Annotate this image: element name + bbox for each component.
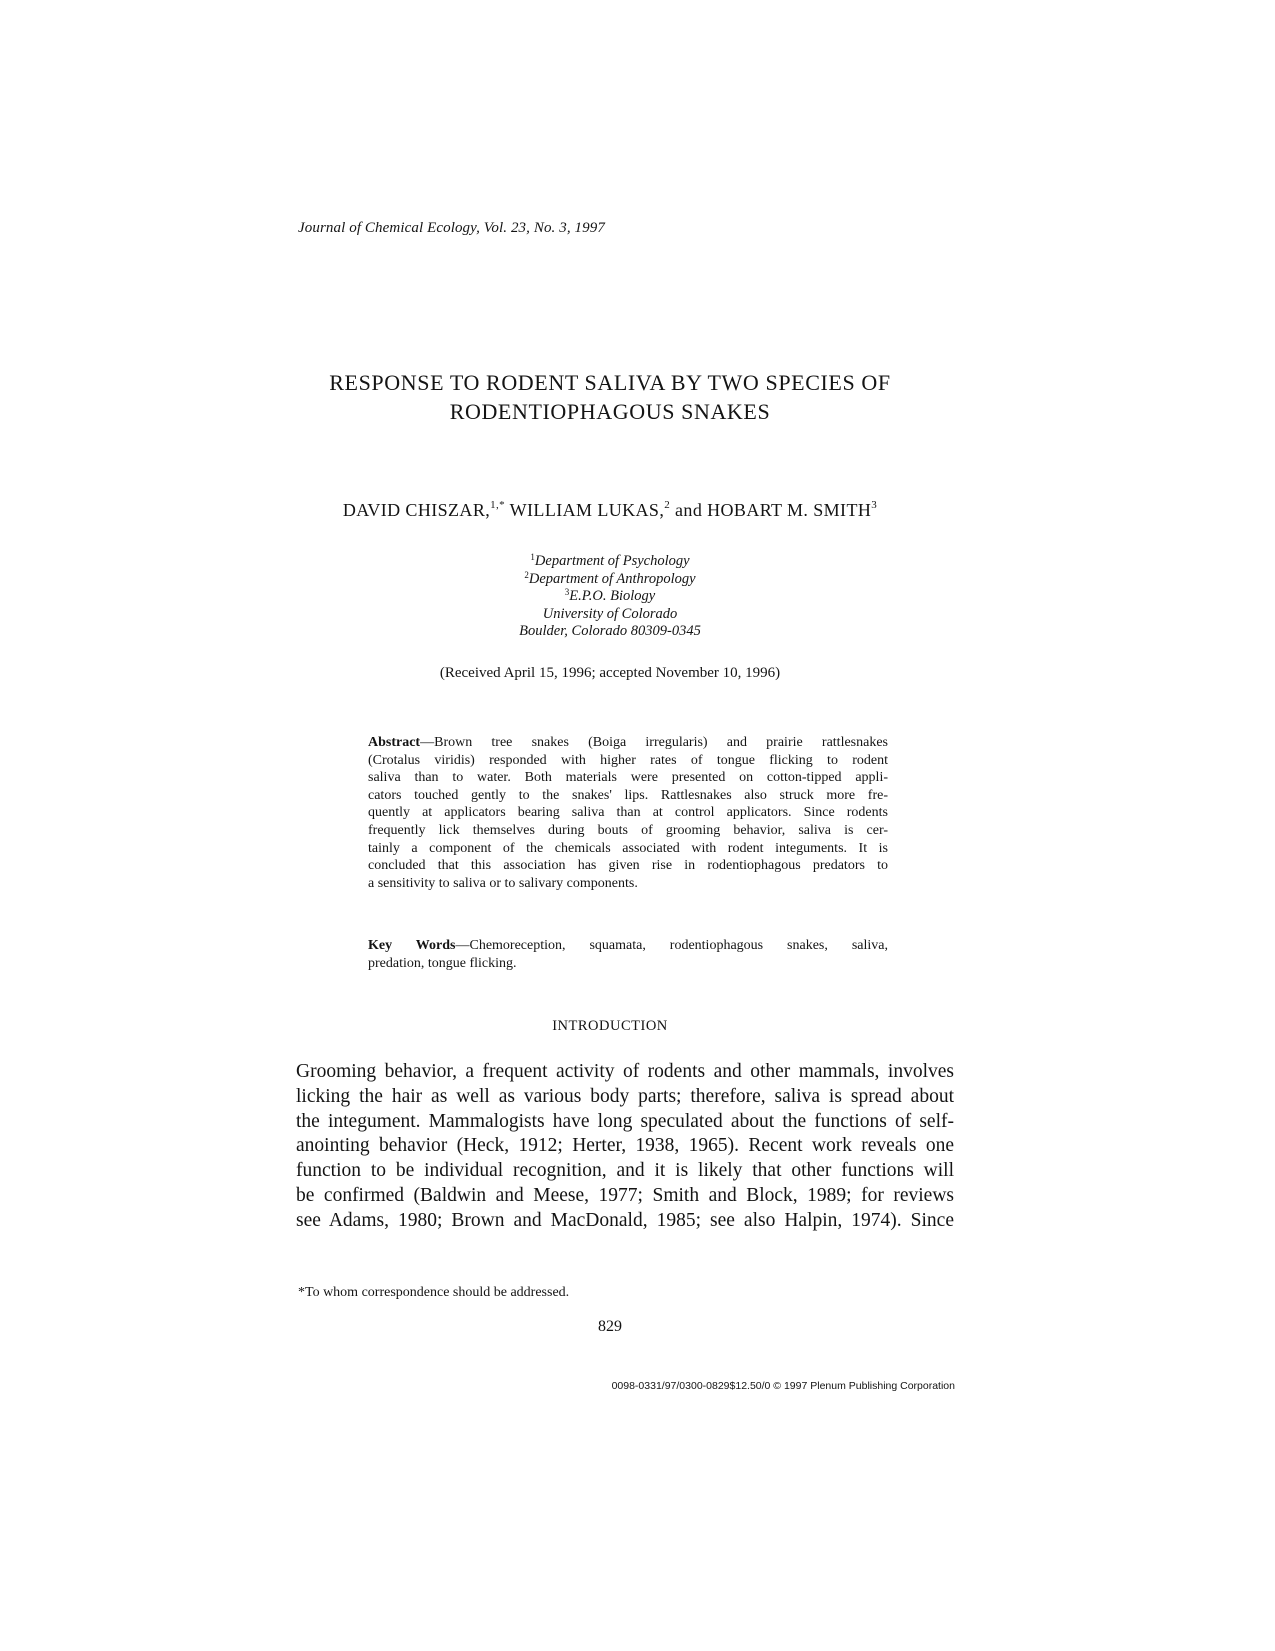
author-list xyxy=(250,500,970,521)
abstract-line: frequently lick themselves during bouts of grooming behavior, saliva is cer- xyxy=(368,822,888,838)
section-heading: INTRODUCTION xyxy=(552,1018,668,1034)
body-line: see Adams, 1980; Brown and MacDonald, 1985; see also Halpin, 1974). Since xyxy=(296,1209,954,1231)
affiliation-superscript: 1 xyxy=(530,552,535,562)
article-title xyxy=(250,368,970,426)
author-superscript: 2 xyxy=(664,499,671,511)
page-number: 829 xyxy=(598,1318,622,1335)
body-line: Grooming behavior, a frequent activity of rodents and other mammals, involves xyxy=(296,1061,954,1082)
body-line: licking the hair as well as various body parts; therefore, saliva is spread about xyxy=(296,1085,954,1107)
affiliation-line xyxy=(250,623,970,641)
abstract-text: —Brown tree snakes (Boiga irregularis) and prairie rattlesnakes xyxy=(420,735,888,750)
affiliation-text: Department of Psychology xyxy=(534,553,690,569)
title-line: RODENTIOPHAGOUS SNAKES xyxy=(449,399,771,424)
abstract-line: concluded that this association has given rise in rodentiophagous predators to xyxy=(368,858,888,874)
affiliation-text: Department of Anthropology xyxy=(528,570,696,587)
journal-header: Journal of Chemical Ecology, Vol. 23, No. 3, 1997 xyxy=(298,220,605,236)
affiliation-line xyxy=(250,588,970,606)
body-line: the integument. Mammalogists have long speculated about the functions of self- xyxy=(296,1110,954,1132)
affiliation-line xyxy=(250,606,970,624)
abstract-line: cators touched gently to the snakes' lips. Rattlesnakes also struck more fre- xyxy=(368,787,888,803)
affiliation-line xyxy=(250,553,970,571)
abstract xyxy=(368,734,888,892)
abstract-line xyxy=(368,734,888,752)
author-superscript: 3 xyxy=(871,499,878,511)
body-paragraph xyxy=(296,1060,954,1234)
abstract-line: (Crotalus viridis) responded with higher rates of tongue flicking to rodent xyxy=(368,752,888,768)
affiliation-superscript: 2 xyxy=(524,569,529,580)
received-dates: (Received April 15, 1996; accepted November 10, 1996) xyxy=(439,665,781,681)
affiliation-text: University of Colorado xyxy=(542,605,678,622)
author-name: and HOBART M. SMITH xyxy=(670,500,872,520)
affiliation-line xyxy=(250,571,970,589)
abstract-line: tainly a component of the chemicals associated with rodent integuments. It is xyxy=(368,840,888,856)
copyright-line: 0098-0331/97/0300-0829$12.50/0 © 1997 Plenum Publishing Corporation xyxy=(611,1380,955,1392)
footnote: *To whom correspondence should be addressed. xyxy=(298,1285,570,1300)
body-line: function to be individual recognition, and it is likely that other functions will xyxy=(296,1160,954,1182)
affiliation-text: Boulder, Colorado 80309-0345 xyxy=(519,623,701,639)
keywords-line: predation, tongue flicking. xyxy=(368,955,517,971)
affiliation-superscript: 3 xyxy=(564,587,570,597)
title-line: RESPONSE TO RODENT SALIVA BY TWO SPECIES OF xyxy=(329,370,891,395)
keywords-label: Key Words xyxy=(368,938,456,953)
author-name: DAVID CHISZAR, xyxy=(342,500,491,520)
key-words xyxy=(368,937,888,972)
abstract-line: saliva than to water. Both materials were presented on cotton-tipped appli- xyxy=(368,770,888,786)
abstract-line: a sensitivity to saliva or to salivary components. xyxy=(368,875,638,891)
author-name: WILLIAM LUKAS, xyxy=(505,500,665,520)
abstract-label: Abstract xyxy=(368,735,421,750)
body-line: anointing behavior (Heck, 1912; Herter, 1938, 1965). Recent work reveals one xyxy=(296,1135,954,1157)
body-line: be confirmed (Baldwin and Meese, 1977; Smith and Block, 1989; for reviews xyxy=(296,1184,954,1206)
keywords-text: —Chemoreception, squamata, rodentiophagous snakes, saliva, xyxy=(455,938,888,953)
abstract-line: quently at applicators bearing saliva than at control applicators. Since rodents xyxy=(368,805,888,821)
affiliation-text: E.P.O. Biology xyxy=(569,588,656,604)
author-superscript: 1,* xyxy=(490,499,506,511)
affiliations xyxy=(250,553,970,641)
keywords-line xyxy=(368,937,888,955)
